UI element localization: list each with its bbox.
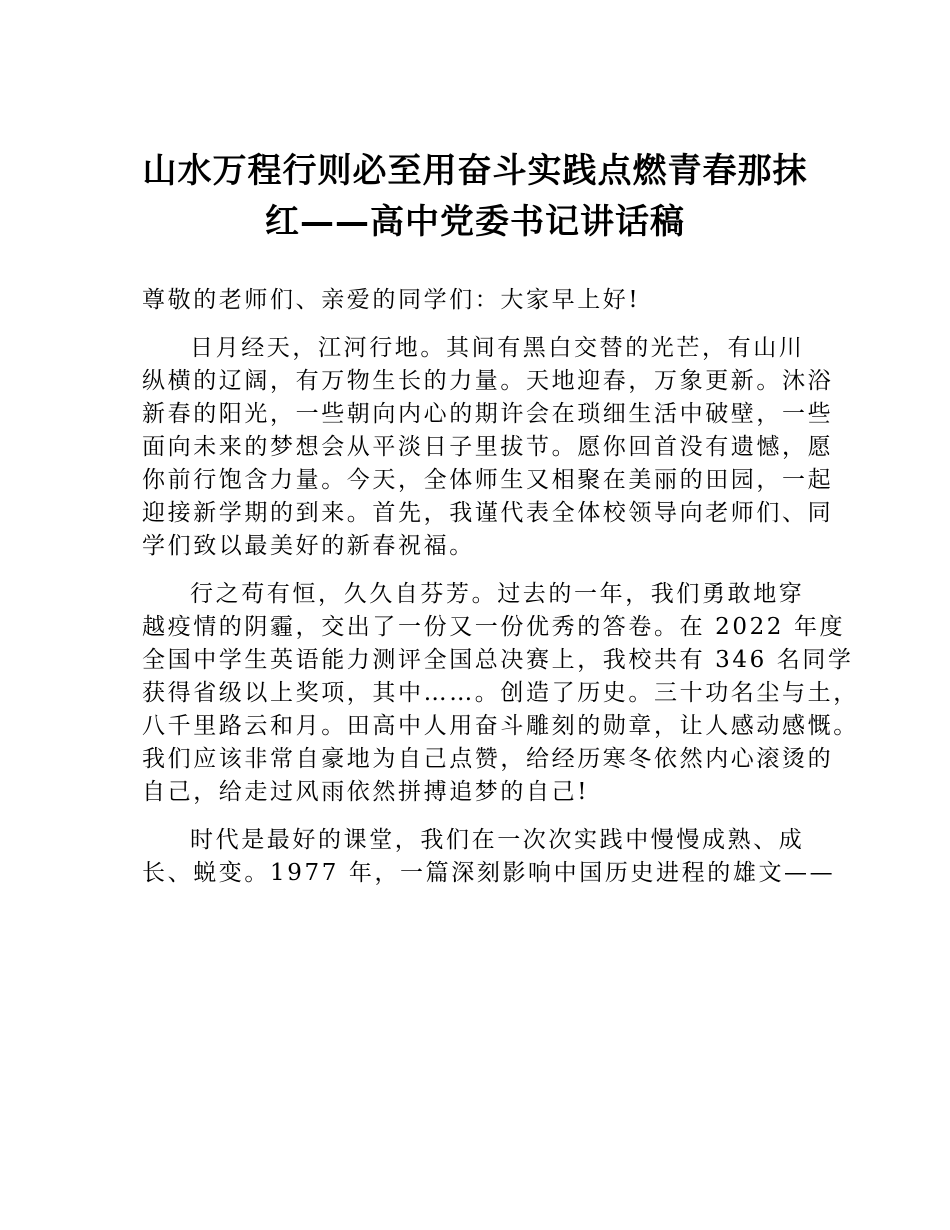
paragraph-line: 我们应该非常自豪地为自己点赞，给经历寒冬依然内心滚烫的 [142,746,834,772]
paragraph-line: 学们致以最美好的新春祝福。 [142,533,475,559]
paragraph-line: 日月经天，江河行地。其间有黑白交替的光芒，有山川 [190,335,805,361]
paragraph-line: 获得省级以上奖项，其中……。创造了历史。三十功名尘与土， [142,680,859,706]
document-title [120,146,830,248]
paragraph-line: 越疫情的阴霾，交出了一份又一份优秀的答卷。在 2022 年度 [142,614,846,640]
title-line-1: 山水万程行则必至用奋斗实践点燃青春那抹 [142,151,808,191]
paragraph-line: 迎接新学期的到来。首先，我谨代表全体校领导向老师们、同 [142,500,834,526]
paragraph-line: 长、蜕变。1977 年，一篇深刻影响中国历史进程的雄文—— [142,860,836,886]
paragraph-1 [142,332,834,563]
paragraph-line: 新春的阳光，一些朝向内心的期许会在琐细生活中破壁，一些 [142,401,834,427]
paragraph-3 [142,824,836,890]
paragraph-line: 自己，给走过风雨依然拼搏追梦的自己! [142,779,590,805]
paragraph-line: 纵横的辽阔，有万物生长的力量。天地迎春，万象更新。沐浴 [142,368,834,394]
paragraph-2 [142,578,859,809]
paragraph-line: 八千里路云和月。田高中人用奋斗雕刻的勋章，让人感动感慨。 [142,713,859,739]
speech-body [142,284,859,890]
greeting: 尊敬的老师们、亲爱的同学们：大家早上好! [142,287,641,313]
paragraph-line: 行之苟有恒，久久自芬芳。过去的一年，我们勇敢地穿 [190,581,805,607]
paragraph-line: 你前行饱含力量。今天，全体师生又相聚在美丽的田园，一起 [142,467,834,493]
paragraph-line: 面向未来的梦想会从平淡日子里拔节。愿你回首没有遗憾，愿 [142,434,834,460]
paragraph-line: 时代是最好的课堂，我们在一次次实践中慢慢成熟、成 [190,827,805,853]
paragraph-line: 全国中学生英语能力测评全国总决赛上，我校共有 346 名同学 [142,647,854,673]
title-line-2: 红——高中党委书记讲话稿 [265,202,685,242]
